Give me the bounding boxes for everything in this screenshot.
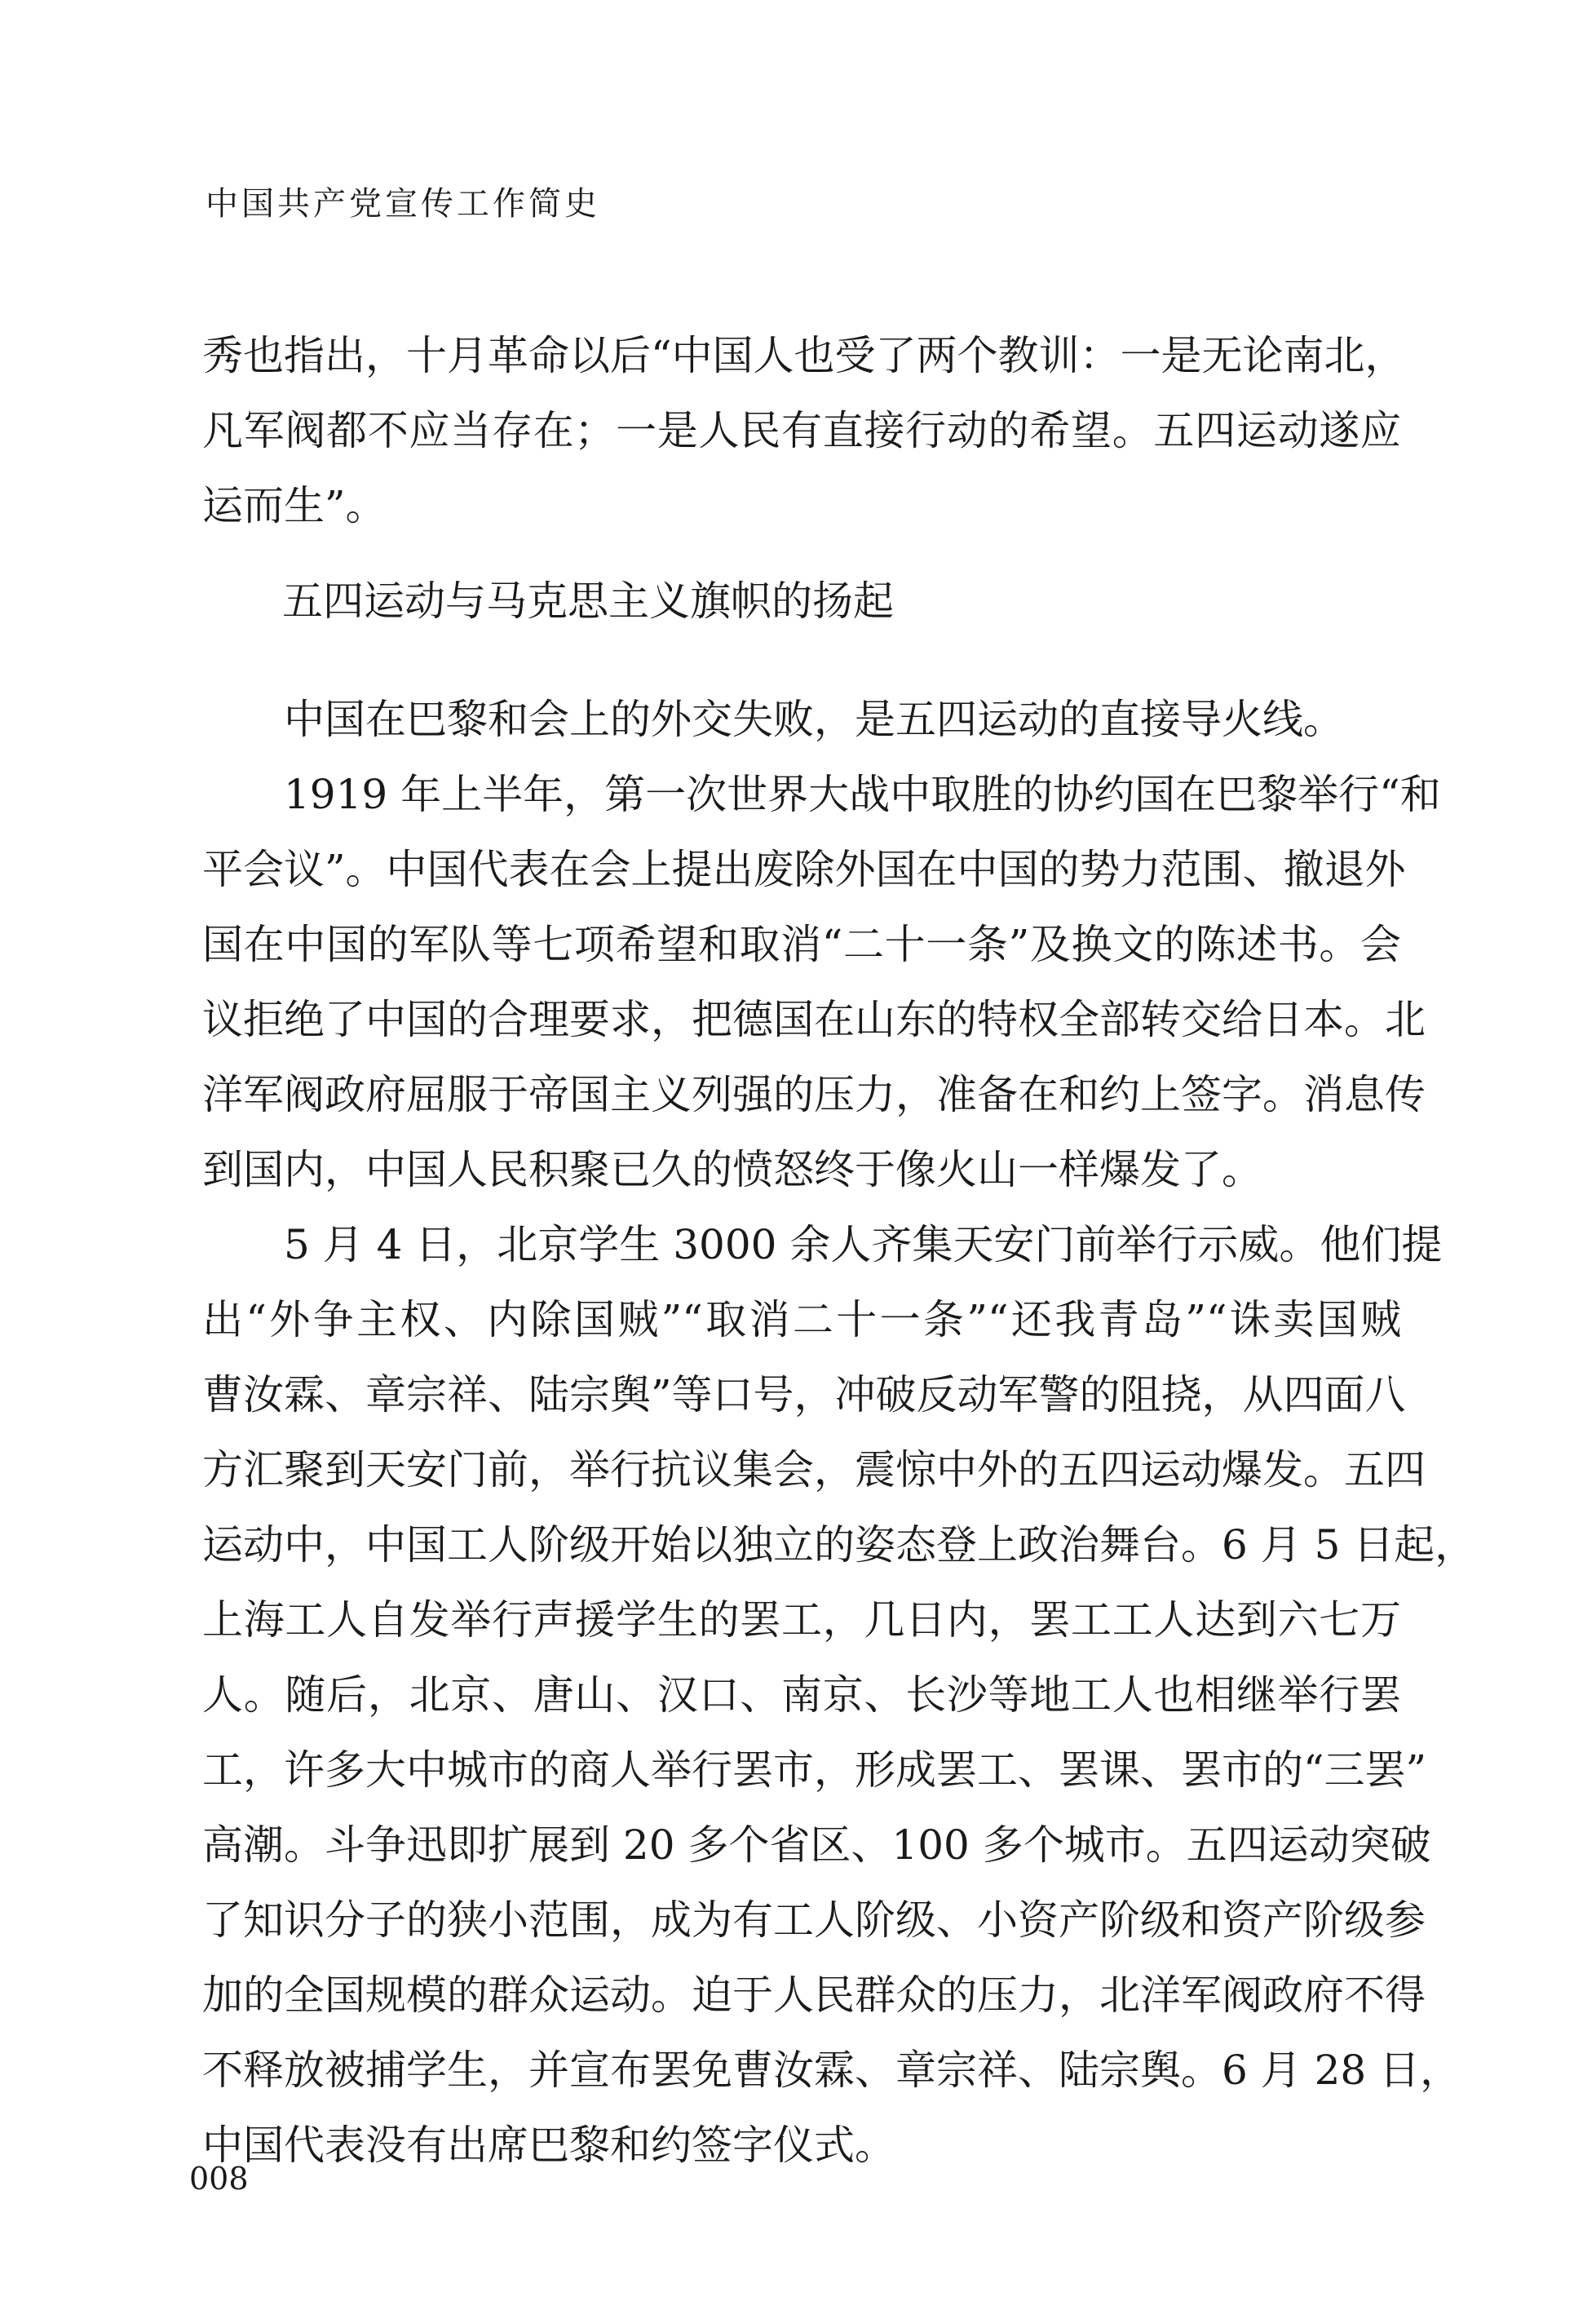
intro-paragraph <box>202 318 1406 543</box>
page-number: 008 <box>189 2161 249 2197</box>
text-line: 洋军阀政府屈服于帝国主义列强的压力，准备在和约上签字。消息传 <box>202 1071 1426 1118</box>
text-line: 中国在巴黎和会上的外交失败，是五四运动的直接导火线。 <box>284 696 1344 743</box>
text-line: 人。随后，北京、唐山、汉口、南京、长沙等地工人也相继举行罢 <box>202 1671 1401 1719</box>
text-line: 加的全国规模的群众运动。迫于人民群众的压力，北洋军阀政府不得 <box>202 1971 1426 2019</box>
text-line: 高潮。斗争迅即扩展到 20 多个省区、100 多个城市。五四运动突破 <box>202 1821 1431 1869</box>
text-line: 到国内，中国人民积聚已久的愤怒终于像火山一样爆发了。 <box>202 1146 1262 1193</box>
text-line: 运而生”。 <box>202 482 387 529</box>
paragraph <box>202 682 1401 757</box>
text-line: 平会议”。中国代表在会上提出废除外国在中国的势力范围、撤退外 <box>202 846 1406 893</box>
text-line: 运动中，中国工人阶级开始以独立的姿态登上政治舞台。6 月 5 日起， <box>202 1521 1476 1569</box>
text-line: 工，许多大中城市的商人举行罢市，形成罢工、罢课、罢市的“三罢” <box>202 1746 1427 1794</box>
text-line: 秀也指出，十月革命以后“中国人也受了两个教训：一是无论南北， <box>202 332 1406 379</box>
paragraph <box>202 757 1441 1207</box>
text-line: 5 月 4 日，北京学生 3000 余人齐集天安门前举行示威。他们提 <box>284 1221 1443 1268</box>
text-line: 了知识分子的狭小范围，成为有工人阶级、小资产阶级和资产阶级参 <box>202 1896 1426 1944</box>
text-line: 议拒绝了中国的合理要求，把德国在山东的特权全部转交给日本。北 <box>202 996 1426 1043</box>
text-line: 不释放被捕学生，并宣布罢免曹汝霖、章宗祥、陆宗舆。6 月 28 日， <box>202 2047 1461 2094</box>
text-line: 出“外争主权、内除国贼”“取消二十一条”“还我青岛”“诛卖国贼 <box>202 1296 1401 1343</box>
text-line: 方汇聚到天安门前，举行抗议集会，震惊中外的五四运动爆发。五四 <box>202 1446 1426 1493</box>
paragraph <box>202 1207 1476 2183</box>
text-line: 中国代表没有出席巴黎和约签字仪式。 <box>202 2122 895 2169</box>
running-header-book-title: 中国共产党宣传工作简史 <box>206 185 600 223</box>
text-line: 上海工人自发举行声援学生的罢工，几日内，罢工工人达到六七万 <box>202 1596 1401 1644</box>
text-line: 凡军阀都不应当存在；一是人民有直接行动的希望。五四运动遂应 <box>202 407 1401 454</box>
text-line: 1919 年上半年，第一次世界大战中取胜的协约国在巴黎举行“和 <box>284 771 1441 818</box>
section-heading: 五四运动与马克思主义旗帜的扬起 <box>282 577 894 625</box>
text-line: 国在中国的军队等七项希望和取消“二十一条”及换文的陈述书。会 <box>202 921 1401 968</box>
text-line: 曹汝霖、章宗祥、陆宗舆”等口号，冲破反动军警的阻挠，从四面八 <box>202 1371 1406 1418</box>
